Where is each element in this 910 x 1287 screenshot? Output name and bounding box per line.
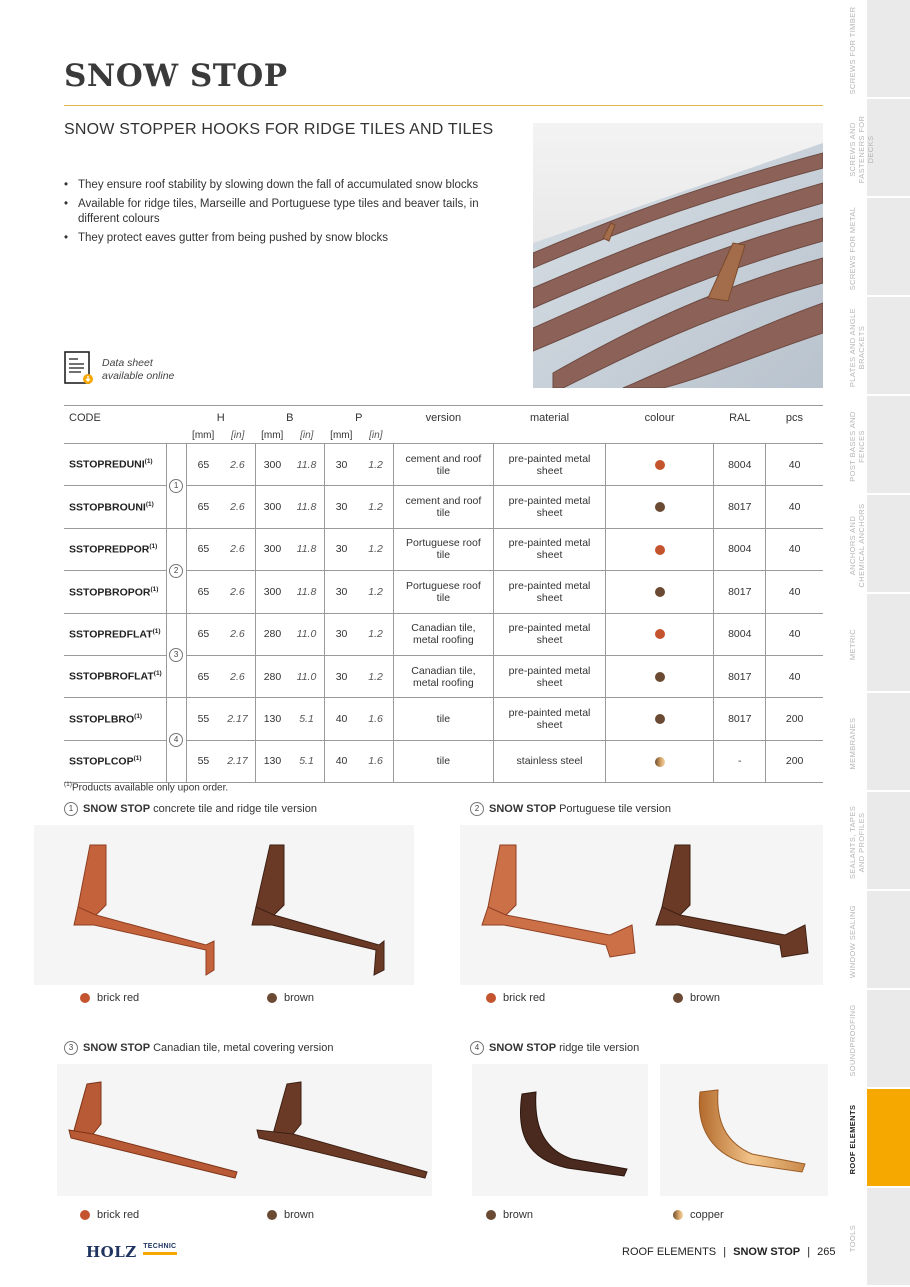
side-tab-label: SOUNDPROOFING: [848, 1004, 857, 1077]
col-header-p: P: [355, 411, 363, 424]
cell-code: SSTOPREDPOR$^{(1)}$: [69, 543, 158, 556]
legend-item: [80, 1209, 139, 1221]
group-number-badge: 3: [169, 648, 183, 662]
cell-ral: 8017: [714, 698, 766, 740]
cell-ral: 8004: [714, 444, 766, 486]
cell-code: SSTOPLCOP$^{(1)}$: [69, 755, 142, 768]
feature-item: • They protect eaves gutter from being pushed by snow blocks: [64, 231, 504, 246]
cell-p-mm: 30: [324, 613, 358, 655]
cell-b-in: 5.1: [299, 713, 314, 726]
cell-material: pre-painted metal sheet: [493, 571, 605, 613]
section-4-heading: [470, 1041, 639, 1055]
group-badge-cell: [166, 613, 186, 698]
cell-pcs: 40: [766, 444, 823, 486]
cell-h-in: 2.6: [230, 458, 245, 471]
cell-p-in: 1.2: [368, 501, 383, 514]
unit-in: [in]: [220, 427, 255, 444]
colour-swatch-icon: [655, 629, 665, 639]
section-3-heading: [64, 1041, 333, 1055]
legend-item: [267, 1209, 314, 1221]
cell-pcs: 200: [766, 698, 823, 740]
page-number: 265: [817, 1246, 836, 1258]
side-tab-label: SCREWS FOR TIMBER: [848, 6, 857, 95]
section-product-name: SNOW STOP: [489, 802, 557, 815]
cell-colour: [606, 613, 714, 655]
table-row: [64, 698, 823, 740]
title-divider: [64, 105, 823, 106]
side-tab-label: TOOLS: [848, 1224, 857, 1253]
section-description: Portuguese tile version: [556, 802, 671, 815]
brown-swatch-icon: [673, 993, 683, 1003]
footer-separator: |: [723, 1246, 727, 1258]
cell-b-in: 11.8: [296, 458, 317, 471]
cell-b-mm: 280: [255, 613, 289, 655]
footer-product: SNOW STOP: [733, 1246, 801, 1258]
side-tab-label: ANCHORS AND CHEMICAL ANCHORS: [848, 503, 866, 588]
legend-label: brown: [284, 992, 314, 1004]
cell-code: SSTOPREDUNI$^{(1)}$: [69, 458, 153, 471]
cell-pcs: 40: [766, 613, 823, 655]
group-badge-cell: [166, 528, 186, 613]
cell-b-mm: 280: [255, 655, 289, 697]
cell-ral: 8004: [714, 528, 766, 570]
cell-b-mm: 300: [255, 486, 289, 528]
section-number-badge: 1: [64, 802, 78, 816]
cell-pcs: 200: [766, 740, 823, 782]
table-footnote: [64, 781, 228, 793]
cell-b-in: 5.1: [299, 755, 314, 768]
section-description: Canadian tile, metal covering version: [150, 1041, 334, 1054]
cell-colour: [606, 444, 714, 486]
cell-b-mm: 130: [255, 698, 289, 740]
side-tab[interactable]: [867, 1089, 910, 1188]
section-1-heading: [64, 802, 317, 816]
cell-b-in: 11.0: [296, 670, 317, 683]
cell-code: SSTOPLBRO$^{(1)}$: [69, 712, 143, 726]
cell-version: Portuguese roof tile: [393, 528, 493, 570]
legend-item: [486, 1209, 533, 1221]
unit-mm: [mm]: [255, 427, 289, 444]
legend-label: brown: [503, 1209, 533, 1221]
cell-version: Canadian tile, metal roofing: [393, 613, 493, 655]
side-tab-label: MEMBRANES: [848, 717, 857, 770]
table-row: [64, 613, 823, 655]
datasheet-note: [102, 357, 202, 383]
side-tab[interactable]: [867, 1188, 910, 1287]
feature-list: [64, 178, 504, 250]
cell-h-mm: 55: [186, 740, 220, 782]
col-header-b: B: [286, 411, 294, 424]
cell-b-mm: 130: [255, 740, 289, 782]
cell-h-mm: 65: [186, 655, 220, 697]
cell-code: SSTOPBROUNI$^{(1)}$: [69, 500, 154, 514]
side-tab[interactable]: [867, 891, 910, 990]
cell-colour: [606, 528, 714, 570]
product-image-por: [460, 825, 823, 985]
colour-swatch-icon: [655, 502, 665, 512]
side-tab[interactable]: [867, 297, 910, 396]
table-row: [64, 528, 823, 570]
col-header-h: H: [216, 411, 225, 424]
cell-pcs: 40: [766, 571, 823, 613]
cell-p-in: 1.6: [368, 713, 383, 726]
cell-p-mm: 40: [324, 740, 358, 782]
side-tab[interactable]: [867, 990, 910, 1089]
logo-sub-text: TECHNIC: [143, 1243, 177, 1250]
side-tab-label: SEALANTS, TAPES AND PROFILES: [848, 805, 866, 880]
cell-b-in: 11.8: [296, 585, 317, 598]
cell-version: tile: [393, 740, 493, 782]
cell-ral: 8017: [714, 655, 766, 697]
colour-swatch-icon: [655, 460, 665, 470]
cell-colour: [606, 486, 714, 528]
product-image-uni: [34, 825, 414, 985]
footer-breadcrumb: [622, 1246, 835, 1258]
unit-in: [in]: [289, 427, 324, 444]
cell-h-mm: 55: [186, 698, 220, 740]
datasheet-icon[interactable]: [64, 351, 94, 385]
cell-b-in: 11.8: [296, 543, 317, 556]
product-image-lbro: [472, 1064, 648, 1196]
spec-table: [64, 405, 823, 783]
cell-h-mm: 65: [186, 613, 220, 655]
copper-swatch-icon: [673, 1210, 683, 1220]
legend-item: [673, 992, 720, 1004]
roof-photo: [533, 123, 823, 388]
side-tab[interactable]: [867, 0, 910, 99]
legend-item: [673, 1209, 724, 1221]
cell-h-in: 2.17: [227, 713, 248, 726]
col-header-code: CODE: [69, 411, 101, 424]
cell-material: pre-painted metal sheet: [493, 444, 605, 486]
cell-pcs: 40: [766, 528, 823, 570]
cell-ral: 8017: [714, 486, 766, 528]
cell-h-mm: 65: [186, 486, 220, 528]
cell-p-in: 1.6: [368, 755, 383, 768]
footer-separator: |: [807, 1246, 811, 1258]
product-image-flat: [57, 1064, 432, 1196]
cell-h-in: 2.17: [227, 755, 248, 768]
cell-version: Canadian tile, metal roofing: [393, 655, 493, 697]
cell-material: pre-painted metal sheet: [493, 655, 605, 697]
datasheet-line: Data sheet: [102, 357, 153, 369]
legend-label: brick red: [97, 992, 140, 1004]
group-number-badge: 4: [169, 733, 183, 747]
legend-item: [486, 992, 545, 1004]
product-image-lcop: [660, 1064, 828, 1196]
side-tab[interactable]: [867, 198, 910, 297]
cell-h-in: 2.6: [230, 628, 245, 641]
cell-code: SSTOPREDFLAT$^{(1)}$: [69, 628, 161, 641]
cell-pcs: 40: [766, 655, 823, 697]
brick-red-swatch-icon: [80, 993, 90, 1003]
section-number-badge: 2: [470, 802, 484, 816]
cell-version: tile: [393, 698, 493, 740]
section-description: ridge tile version: [556, 1041, 640, 1054]
colour-swatch-icon: [655, 757, 665, 767]
cell-code: SSTOPBROFLAT$^{(1)}$: [69, 670, 162, 683]
table-row: [64, 444, 823, 486]
cell-code: SSTOPBROPOR$^{(1)}$: [69, 585, 159, 599]
cell-h-in: 2.6: [230, 585, 245, 598]
cell-material: pre-painted metal sheet: [493, 528, 605, 570]
col-header-pcs: pcs: [785, 411, 803, 424]
cell-h-mm: 65: [186, 444, 220, 486]
brick-red-swatch-icon: [80, 1210, 90, 1220]
legend-item: [80, 992, 139, 1004]
cell-h-mm: 65: [186, 571, 220, 613]
cell-h-in: 2.6: [230, 543, 245, 556]
cell-version: Portuguese roof tile: [393, 571, 493, 613]
unit-in: [in]: [358, 427, 393, 444]
cell-h-in: 2.6: [230, 501, 245, 514]
footnote-mark: (1): [64, 781, 72, 788]
cell-material: pre-painted metal sheet: [493, 698, 605, 740]
legend-label: brown: [284, 1209, 314, 1221]
side-tab-label: WINDOW SEALING: [848, 904, 857, 979]
cell-ral: -: [714, 740, 766, 782]
colour-swatch-icon: [655, 587, 665, 597]
brown-swatch-icon: [267, 1210, 277, 1220]
brick-red-swatch-icon: [486, 993, 496, 1003]
cell-colour: [606, 571, 714, 613]
legend-label: brick red: [97, 1209, 140, 1221]
cell-p-mm: 30: [324, 486, 358, 528]
cell-p-in: 1.2: [368, 628, 383, 641]
side-tab-label: POST BASES AND FENCES: [848, 411, 866, 482]
cell-ral: 8017: [714, 571, 766, 613]
brand-logo: [86, 1243, 177, 1262]
side-tab-label: SCREWS AND FASTENERS FOR DECKS: [848, 115, 875, 184]
cell-b-in: 11.8: [296, 501, 317, 514]
side-tab-label: ROOF ELEMENTS: [848, 1104, 857, 1175]
cell-colour: [606, 740, 714, 782]
cell-b-mm: 300: [255, 571, 289, 613]
side-tab-label: METRIC: [848, 628, 857, 661]
feature-item: • They ensure roof stability by slowing down the fall of accumulated snow blocks: [64, 178, 504, 193]
col-header-version: version: [425, 411, 462, 424]
cell-pcs: 40: [766, 486, 823, 528]
cell-p-in: 1.2: [368, 585, 383, 598]
cell-h-mm: 65: [186, 528, 220, 570]
side-tab[interactable]: [867, 693, 910, 792]
section-2-heading: [470, 802, 671, 816]
cell-p-mm: 30: [324, 571, 358, 613]
cell-p-in: 1.2: [368, 458, 383, 471]
legend-label: brown: [690, 992, 720, 1004]
cell-p-mm: 30: [324, 444, 358, 486]
cell-material: pre-painted metal sheet: [493, 613, 605, 655]
side-tab[interactable]: [867, 495, 910, 594]
group-badge-cell: [166, 444, 186, 529]
colour-swatch-icon: [655, 672, 665, 682]
brown-swatch-icon: [486, 1210, 496, 1220]
side-tab-label: SCREWS FOR METAL: [848, 206, 857, 291]
group-badge-cell: [166, 698, 186, 783]
side-tab-label: PLATES AND ANGLE BRACKETS: [848, 307, 866, 388]
unit-mm: [mm]: [324, 427, 358, 444]
cell-p-in: 1.2: [368, 543, 383, 556]
page-title: SNOW STOP: [64, 58, 288, 94]
section-number-badge: 3: [64, 1041, 78, 1055]
group-number-badge: 2: [169, 564, 183, 578]
col-header-material: material: [529, 411, 570, 424]
cell-material: pre-painted metal sheet: [493, 486, 605, 528]
footer-section: ROOF ELEMENTS: [622, 1246, 717, 1258]
logo-underline: [143, 1252, 177, 1255]
side-tab[interactable]: [867, 396, 910, 495]
cell-b-mm: 300: [255, 528, 289, 570]
legend-label: brick red: [503, 992, 546, 1004]
cell-material: stainless steel: [493, 740, 605, 782]
cell-h-in: 2.6: [230, 670, 245, 683]
cell-b-in: 11.0: [296, 628, 317, 641]
section-product-name: SNOW STOP: [489, 1041, 557, 1054]
col-header-ral: RAL: [729, 411, 751, 424]
section-product-name: SNOW STOP: [83, 1041, 151, 1054]
footnote-text: Products available only upon order.: [71, 782, 229, 794]
unit-mm: [mm]: [186, 427, 220, 444]
col-header-colour: colour: [644, 411, 675, 424]
brown-swatch-icon: [267, 993, 277, 1003]
section-number-badge: 4: [470, 1041, 484, 1055]
colour-swatch-icon: [655, 545, 665, 555]
cell-colour: [606, 698, 714, 740]
datasheet-line: available online: [102, 370, 175, 382]
cell-b-mm: 300: [255, 444, 289, 486]
cell-version: cement and roof tile: [393, 444, 493, 486]
cell-p-in: 1.2: [368, 670, 383, 683]
colour-swatch-icon: [655, 714, 665, 724]
logo-main-text: HOLZ: [86, 1243, 137, 1261]
group-number-badge: 1: [169, 479, 183, 493]
legend-item: [267, 992, 314, 1004]
section-subtitle: SNOW STOPPER HOOKS FOR RIDGE TILES AND TILES: [64, 121, 494, 138]
section-description: concrete tile and ridge tile version: [150, 802, 317, 815]
legend-label: copper: [690, 1209, 724, 1221]
cell-colour: [606, 655, 714, 697]
side-nav: [840, 0, 910, 1287]
side-tab[interactable]: [867, 792, 910, 891]
cell-version: cement and roof tile: [393, 486, 493, 528]
cell-ral: 8004: [714, 613, 766, 655]
cell-p-mm: 30: [324, 655, 358, 697]
cell-p-mm: 30: [324, 528, 358, 570]
feature-item: • Available for ridge tiles, Marseille and Portuguese type tiles and beaver tails, in different colours: [64, 197, 504, 227]
cell-p-mm: 40: [324, 698, 358, 740]
section-product-name: SNOW STOP: [83, 802, 151, 815]
side-tab[interactable]: [867, 594, 910, 693]
